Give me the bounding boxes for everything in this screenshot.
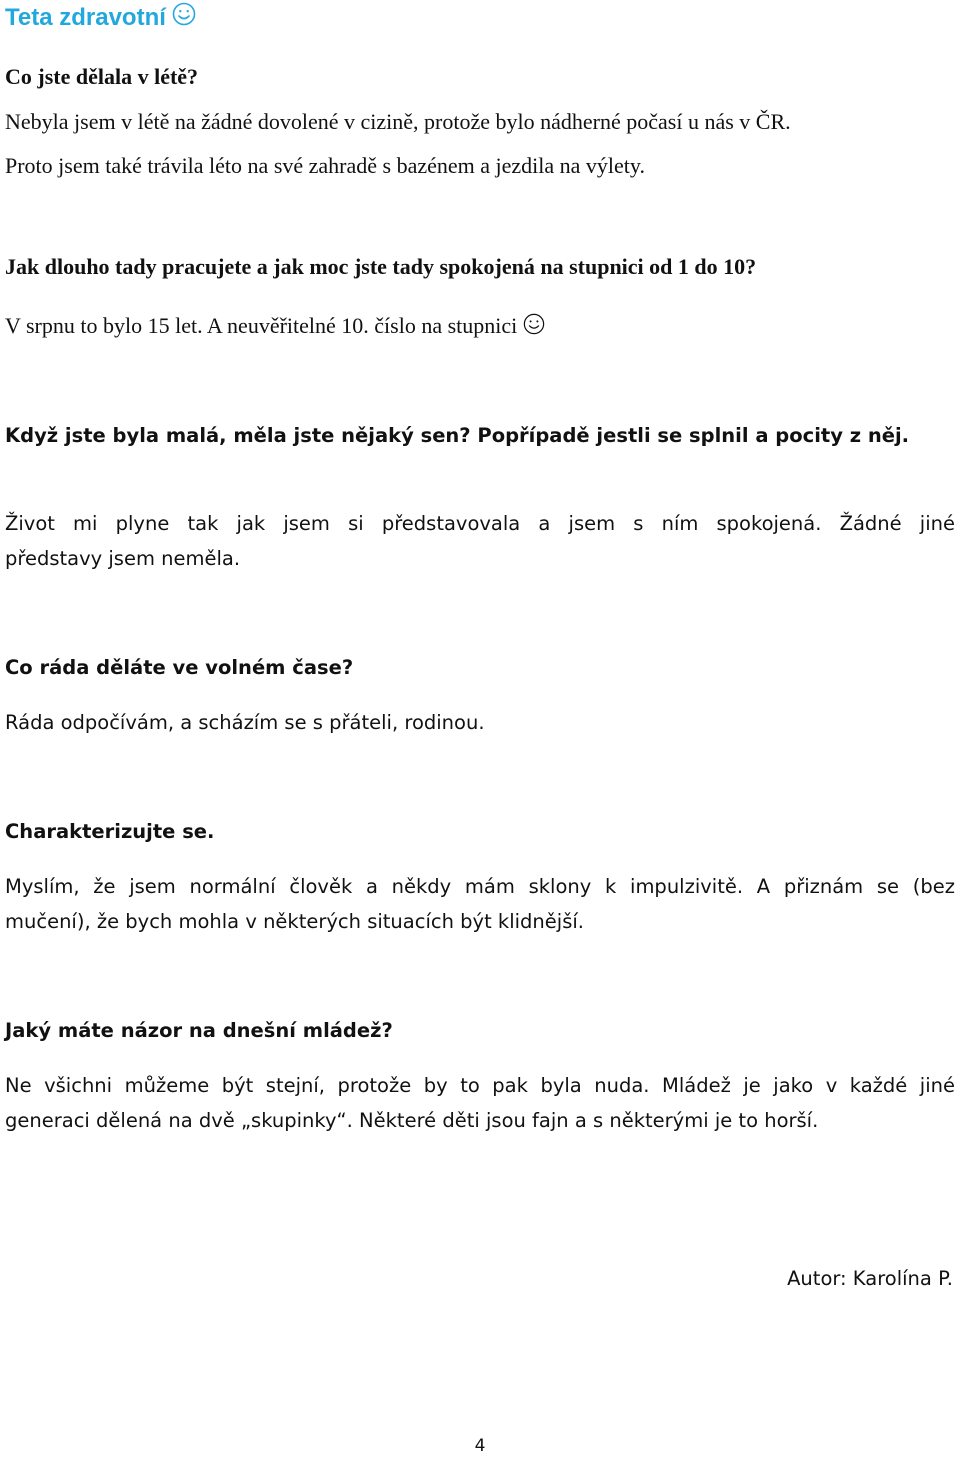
answer-youth-opinion-line-1: Ne všichni můžeme být stejní, protože by to pak byla nuda. Mládež je jako v každé jiné (5, 1074, 955, 1097)
question-work-satisfaction: Jak dlouho tady pracujete a jak moc jste tady spokojená na stupnici od 1 do 10? (5, 254, 757, 279)
answer-childhood-dream-line-1: Život mi plyne tak jak jsem si představovala a jsem s ním spokojená. Žádné jiné (5, 512, 955, 535)
answer-characterize-line-2: mučení), že bych mohla v některých situacích být klidnější. (5, 910, 584, 933)
answer-characterize-line-1: Myslím, že jsem normální člověk a někdy mám sklony k impulzivitě. A přiznám se (bez (5, 875, 955, 898)
answer-free-time: Ráda odpočívám, a scházím se s přáteli, rodinou. (5, 711, 485, 734)
answer-childhood-dream-line-2: představy jsem neměla. (5, 547, 241, 570)
question-free-time: Co ráda děláte ve volném čase? (5, 656, 354, 679)
answer-summer-line-1: Nebyla jsem v létě na žádné dovolené v cizině, protože bylo nádherné počasí u nás v ČR. (5, 109, 791, 134)
question-youth-opinion: Jaký máte názor na dnešní mládež? (5, 1019, 393, 1042)
smiley-icon (172, 2, 196, 35)
question-summer: Co jste dělala v létě? (5, 64, 199, 89)
author-signature: Autor: Karolína P. (787, 1267, 953, 1290)
question-childhood-dream: Když jste byla malá, měla jste nějaký sen? Popřípadě jestli se splnil a pocity z něj. (5, 424, 910, 447)
page-number: 4 (474, 1436, 486, 1456)
answer-work-satisfaction (5, 311, 545, 343)
answer-youth-opinion-line-2: generaci dělená na dvě „skupinky“. Některé děti jsou fajn a s některými je to horší. (5, 1109, 819, 1132)
smiley-icon (523, 313, 545, 343)
page-title (5, 2, 196, 35)
answer-work-satisfaction-text: V srpnu to bylo 15 let. A neuvěřitelné 10. číslo na stupnici (5, 313, 518, 338)
page-title-text: Teta zdravotní (5, 4, 166, 31)
question-characterize: Charakterizujte se. (5, 820, 215, 843)
answer-summer-line-2: Proto jsem také trávila léto na své zahradě s bazénem a jezdila na výlety. (5, 153, 645, 178)
